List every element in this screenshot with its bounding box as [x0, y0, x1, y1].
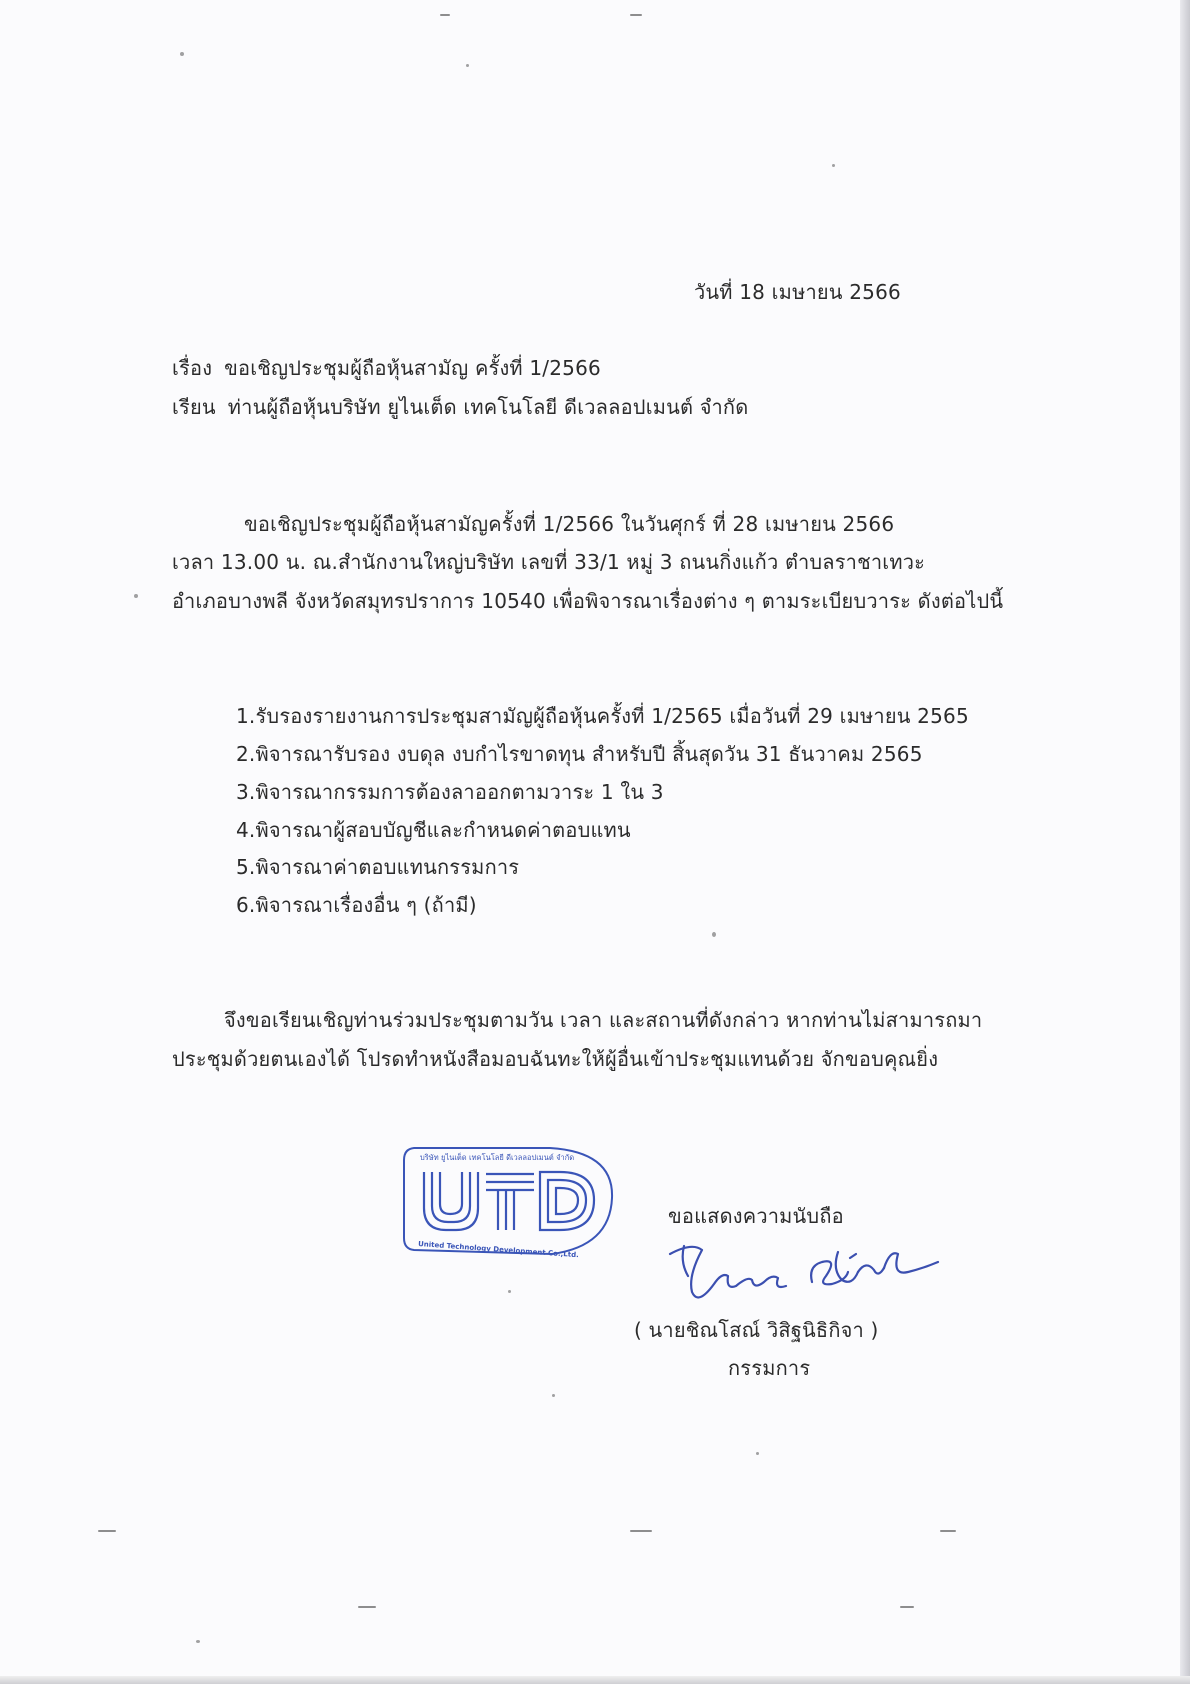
subject-line — [172, 354, 601, 382]
intro-line: เวลา 13.00 น. ณ.สำนักงานใหญ่บริษัท เลขที่ 33/1 หมู่ 3 ถนนกิ่งแก้ว ตำบลราชาเทวะ — [172, 550, 926, 574]
company-stamp — [400, 1142, 616, 1260]
agenda-item: 5.พิจารณาค่าตอบแทนกรรมการ — [236, 855, 520, 879]
intro-line: ขอเชิญประชุมผู้ถือหุ้นสามัญครั้งที่ 1/2566 ในวันศุกร์ ที่ 28 เมษายน 2566 — [244, 512, 895, 536]
stamp-top-text: บริษัท ยูไนเต็ด เทคโนโลยี ดีเวลลอปเมนต์ จำกัด — [420, 1153, 575, 1162]
intro-line: อำเภอบางพลี จังหวัดสมุทรปราการ 10540 เพื่อพิจารณาเรื่องต่าง ๆ ตามระเบียบวาระ ดังต่อไปนี้ — [172, 589, 1004, 613]
closing-line: จึงขอเรียนเชิญท่านร่วมประชุมตามวัน เวลา และสถานที่ดังกล่าว หากท่านไม่สามารถมา — [224, 1008, 983, 1032]
agenda-item: 3.พิจารณากรรมการต้องลาออกตามวาระ 1 ใน 3 — [236, 780, 664, 804]
stamp-outline — [404, 1148, 612, 1254]
scan-mark — [358, 1606, 376, 1608]
page-bottom-edge — [0, 1676, 1190, 1684]
scan-speck — [832, 164, 835, 167]
scan-speck — [196, 1640, 200, 1643]
signer-title: กรรมการ — [728, 1356, 811, 1380]
agenda-item: 2.พิจารณารับรอง งบดุล งบกำไรขาดทุน สำหรับปี สิ้นสุดวัน 31 ธันวาคม 2565 — [236, 742, 923, 766]
page-edge-shadow — [1180, 0, 1190, 1684]
recipient-text: ท่านผู้ถือหุ้นบริษัท ยูไนเต็ด เทคโนโลยี ดีเวลลอปเมนต์ จำกัด — [227, 395, 749, 419]
scan-speck — [552, 1394, 555, 1397]
subject-label: เรื่อง — [172, 356, 213, 380]
stamp-bottom-text: United Technology Development Co.,Ltd. — [417, 1240, 580, 1260]
regards-text: ขอแสดงความนับถือ — [668, 1204, 844, 1228]
scan-speck — [508, 1290, 511, 1293]
scan-mark — [630, 14, 642, 16]
scan-speck — [466, 64, 469, 67]
subject-text: ขอเชิญประชุมผู้ถือหุ้นสามัญ ครั้งที่ 1/2566 — [224, 356, 601, 380]
scan-speck — [134, 594, 138, 598]
signature-image — [662, 1236, 942, 1316]
recipient-label: เรียน — [172, 395, 216, 419]
closing-line: ประชุมด้วยตนเองได้ โปรดทำหนังสือมอบฉันทะให้ผู้อื่นเข้าประชุมแทนด้วย จักขอบคุณยิ่ง — [172, 1047, 939, 1071]
recipient-line — [172, 393, 748, 421]
agenda-item: 1.รับรองรายงานการประชุมสามัญผู้ถือหุ้นครั้งที่ 1/2565 เมื่อวันที่ 29 เมษายน 2565 — [236, 704, 969, 728]
scan-speck — [756, 1452, 759, 1455]
scan-speck — [180, 52, 184, 56]
signer-name: ( นายชิณโสณ์ วิสิฐนิธิกิจา ) — [634, 1318, 879, 1342]
scan-mark — [440, 14, 450, 16]
agenda-item: 6.พิจารณาเรื่องอื่น ๆ (ถ้ามี) — [236, 893, 477, 917]
scan-mark — [940, 1530, 956, 1532]
agenda-item: 4.พิจารณาผู้สอบบัญชีและกำหนดค่าตอบแทน — [236, 818, 631, 842]
letter-date: วันที่ 18 เมษายน 2566 — [694, 280, 901, 304]
scan-mark — [98, 1530, 116, 1532]
scan-mark — [900, 1606, 914, 1608]
utd-logo-icon — [424, 1172, 594, 1230]
scan-speck — [712, 932, 716, 937]
scan-mark — [630, 1530, 652, 1532]
